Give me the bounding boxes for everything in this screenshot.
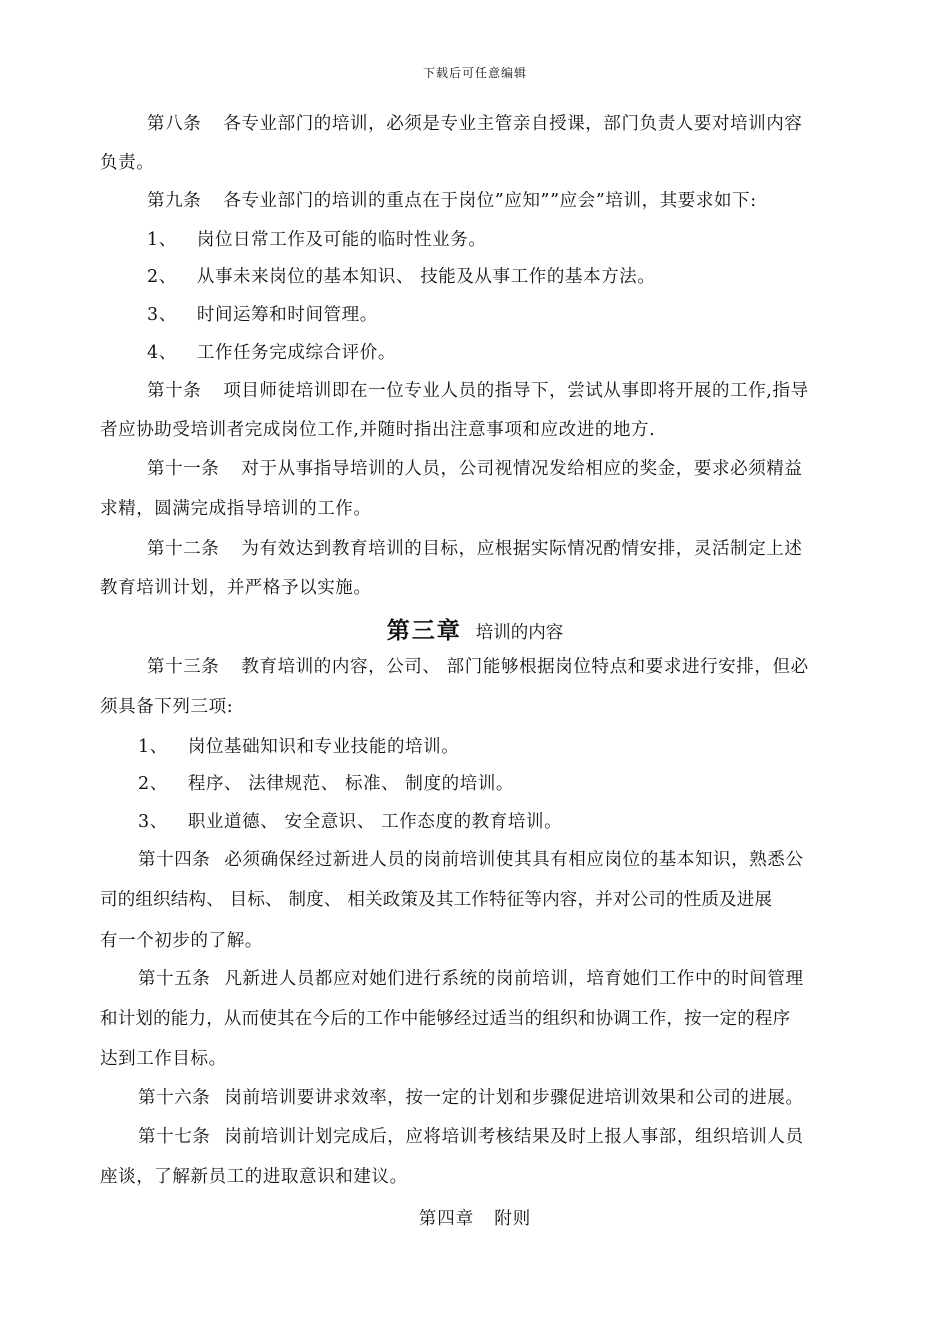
article-11-line-1: [147, 457, 860, 481]
list-number: 1、: [147, 230, 177, 250]
article-15-line-3: 达到工作目标。: [100, 1049, 227, 1069]
article-10-line-2: 者应协助受培训者完成岗位工作,并随时指出注意事项和应改进的地方.: [100, 420, 656, 440]
article-number: 第十二条: [147, 539, 220, 559]
list-item: [138, 810, 898, 834]
article-number: 第八条: [147, 114, 202, 134]
list-item: [147, 341, 860, 365]
article-9-line-1: [147, 189, 860, 213]
chapter-3-heading: [0, 612, 950, 645]
article-10-line-1: [147, 379, 860, 403]
article-number: 第十四条: [138, 850, 211, 870]
list-number: 2、: [147, 267, 177, 287]
chapter-4-heading: [0, 1205, 950, 1230]
list-number: 1、: [138, 737, 168, 757]
article-12-line-2: 教育培训计划，并严格予以实施。: [100, 578, 372, 598]
chapter-number: 第三章: [386, 617, 462, 644]
article-text: 对于从事指导培训的人员，公司视情况发给相应的奖金，要求必须精益: [241, 459, 803, 479]
article-13-line-1: [147, 655, 860, 679]
article-text: 岗前培训要讲求效率，按一定的计划和步骤促进培训效果和公司的进展。: [224, 1088, 804, 1108]
chapter-number: 第四章: [418, 1209, 475, 1229]
article-8-line-2: 负责。: [100, 153, 155, 173]
article-17-line-1: [138, 1125, 898, 1149]
list-item: [147, 228, 860, 252]
page-header: 下载后可任意编辑: [422, 66, 527, 80]
chapter-title: 附则: [494, 1209, 532, 1229]
list-number: 4、: [147, 343, 177, 363]
article-12-line-1: [147, 537, 860, 561]
article-number: 第十三条: [147, 657, 220, 677]
list-text: 时间运筹和时间管理。: [196, 305, 378, 325]
article-text: 各专业部门的培训的重点在于岗位”应知””应会”培训，其要求如下:: [223, 191, 757, 211]
article-number: 第十五条: [138, 969, 211, 989]
article-text: 必须确保经过新进人员的岗前培训使其具有相应岗位的基本知识，熟悉公: [224, 850, 804, 870]
list-item: [138, 735, 898, 759]
article-15-line-2: 和计划的能力，从而使其在今后的工作中能够经过适当的组织和协调工作，按一定的程序: [100, 1009, 791, 1029]
article-text: 项目师徒培训即在一位专业人员的指导下，尝试从事即将开展的工作,指导: [223, 381, 809, 401]
article-14-line-3: 有一个初步的了解。: [100, 931, 263, 951]
article-text: 岗前培训计划完成后，应将培训考核结果及时上报人事部，组织培训人员: [224, 1127, 804, 1147]
article-15-line-1: [138, 967, 898, 991]
list-text: 工作任务完成综合评价。: [196, 343, 396, 363]
article-14-line-1: [138, 848, 898, 872]
article-17-line-2: 座谈，了解新员工的进取意识和建议。: [100, 1167, 408, 1187]
article-text: 为有效达到教育培训的目标，应根据实际情况酌情安排，灵活制定上述: [241, 539, 803, 559]
list-number: 3、: [147, 305, 177, 325]
list-text: 岗位日常工作及可能的临时性业务。: [196, 230, 487, 250]
article-number: 第十六条: [138, 1088, 211, 1108]
article-number: 第十条: [147, 381, 202, 401]
list-item: [147, 303, 860, 327]
article-11-line-2: 求精，圆满完成指导培训的工作。: [100, 499, 372, 519]
article-14-line-2: 司的组织结构、 目标、 制度、 相关政策及其工作特征等内容，并对公司的性质及进展: [100, 890, 773, 910]
article-number: 第十七条: [138, 1127, 211, 1147]
list-text: 从事未来岗位的基本知识、 技能及从事工作的基本方法。: [196, 267, 656, 287]
article-8-line-1: [147, 112, 860, 136]
list-number: 3、: [138, 812, 168, 832]
article-16-line-1: [138, 1086, 898, 1110]
list-text: 职业道德、 安全意识、 工作态度的教育培训。: [187, 812, 563, 832]
article-text: 教育培训的内容，公司、 部门能够根据岗位特点和要求进行安排，但必: [241, 657, 809, 677]
list-item: [138, 772, 898, 796]
list-item: [147, 265, 860, 289]
article-text: 各专业部门的培训，必须是专业主管亲自授课，部门负责人要对培训内容: [223, 114, 803, 134]
article-text: 凡新进人员都应对她们进行系统的岗前培训，培育她们工作中的时间管理: [224, 969, 804, 989]
list-text: 程序、 法律规范、 标准、 制度的培训。: [187, 774, 515, 794]
chapter-title: 培训的内容: [475, 623, 564, 643]
article-13-line-2: 须具备下列三项:: [100, 697, 234, 717]
list-number: 2、: [138, 774, 168, 794]
list-text: 岗位基础知识和专业技能的培训。: [187, 737, 460, 757]
article-number: 第九条: [147, 191, 202, 211]
article-number: 第十一条: [147, 459, 220, 479]
